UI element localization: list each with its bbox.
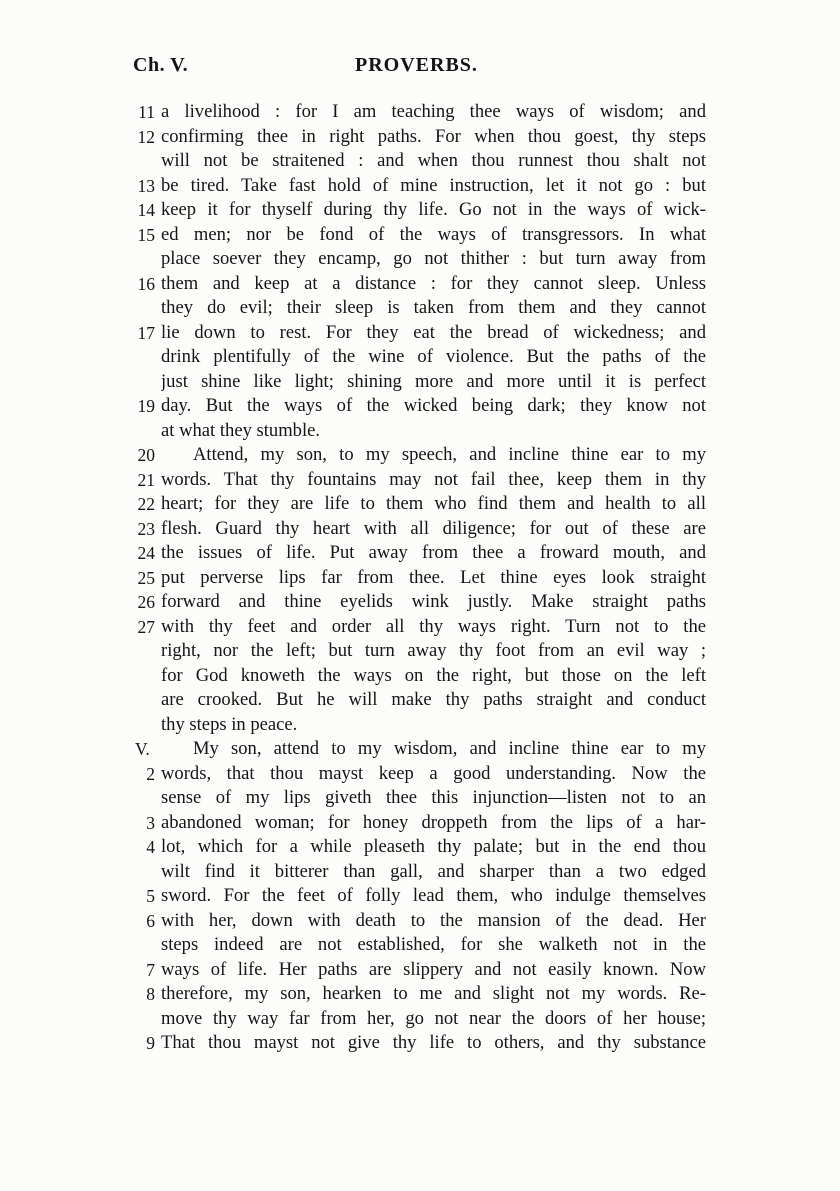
verse-number: 26 <box>137 592 155 612</box>
text-line <box>131 811 706 836</box>
line-text: with thy feet and order all thy ways right. Turn not to the <box>161 615 706 637</box>
line-text: put perverse lips far from thee. Let thine eyes look straight <box>161 566 706 588</box>
line-text: heart; for they are life to them who find them and health to all <box>161 493 706 514</box>
verse-number: 15 <box>137 224 155 245</box>
verse-number: 25 <box>137 567 155 588</box>
text-line <box>131 296 706 321</box>
running-header <box>133 54 703 84</box>
chapter-label: Ch. V. <box>133 54 189 76</box>
verse-number: 20 <box>137 445 155 465</box>
line-text: sword. For the feet of folly lead them, who indulge themselves <box>161 885 706 906</box>
text-line <box>131 664 706 689</box>
text-line <box>131 370 706 395</box>
line-text: at what they stumble. <box>161 419 321 441</box>
text-line <box>131 566 706 591</box>
line-text: the issues of life. Put away from thee a froward mouth, and <box>161 542 706 563</box>
verse-number: 8 <box>146 984 155 1004</box>
text-line <box>131 884 706 909</box>
text-line <box>131 125 706 150</box>
line-text: lie down to rest. For they eat the bread of wickedness; and <box>161 321 706 343</box>
text-line <box>131 419 706 444</box>
text-line <box>131 590 706 615</box>
line-text: thy steps in peace. <box>161 713 298 735</box>
line-text: will not be straitened : and when thou runnest thou shalt not <box>161 150 706 171</box>
text-line <box>131 272 706 297</box>
text-line <box>131 443 706 468</box>
verse-number: 4 <box>146 837 155 857</box>
line-text: day. But the ways of the wicked being dark; they know not <box>161 395 706 416</box>
text-line <box>131 345 706 370</box>
line-text: abandoned woman; for honey droppeth from the lips of a har- <box>161 811 706 833</box>
line-text: forward and thine eyelids wink justly. Make straight paths <box>161 591 706 612</box>
line-text: move thy way far from her, go not near the doors of her house; <box>161 1007 706 1029</box>
line-text: right, nor the left; but turn away thy foot from an evil way ; <box>161 640 706 661</box>
chapter-number: V. <box>135 739 150 759</box>
text-line <box>131 615 706 640</box>
text-line <box>131 247 706 272</box>
verse-number: 9 <box>146 1033 155 1053</box>
line-text: just shine like light; shining more and more until it is perfect <box>161 370 706 392</box>
verse-number: 11 <box>138 102 155 122</box>
text-line <box>131 835 706 860</box>
line-text: wilt find it bitterer than gall, and sharper than a two edged <box>161 860 706 882</box>
line-text: drink plentifully of the wine of violence. But the paths of the <box>161 346 706 367</box>
line-text: with her, down with death to the mansion of the dead. Her <box>161 909 706 931</box>
text-line <box>131 394 706 419</box>
text-line <box>131 517 706 542</box>
verse-number: 22 <box>137 494 155 514</box>
line-text: words, that thou mayst keep a good understanding. Now the <box>161 762 706 784</box>
text-line <box>131 762 706 787</box>
text-line <box>131 468 706 493</box>
text-line <box>131 786 706 811</box>
line-text: are crooked. But he will make thy paths straight and conduct <box>161 689 706 710</box>
verse-number: 14 <box>137 200 155 220</box>
text-line <box>131 149 706 174</box>
text-line <box>131 933 706 958</box>
text-line <box>131 492 706 517</box>
line-text: Attend, my son, to my speech, and incline thine ear to my <box>193 444 706 465</box>
text-line <box>131 958 706 983</box>
text-line <box>131 982 706 1007</box>
line-text: ed men; nor be fond of the ways of transgressors. In what <box>161 223 706 245</box>
verse-number: 12 <box>137 126 155 147</box>
text-line <box>131 198 706 223</box>
line-text: steps indeed are not established, for she walketh not in the <box>161 934 706 955</box>
verse-number: 2 <box>146 763 155 784</box>
text-line <box>131 1031 706 1056</box>
verse-number: 23 <box>137 518 155 539</box>
verse-number: 27 <box>137 616 155 637</box>
verse-number: 16 <box>137 273 155 294</box>
verse-number: 19 <box>137 396 155 416</box>
verse-number: 13 <box>137 175 155 196</box>
text-line <box>131 100 706 125</box>
text-line <box>131 174 706 199</box>
text-line <box>131 860 706 885</box>
text-line <box>131 639 706 664</box>
line-text: keep it for thyself during thy life. Go not in the ways of wick- <box>161 199 706 220</box>
text-line <box>131 1007 706 1032</box>
book-title: PROVERBS. <box>355 54 478 76</box>
text-line <box>131 909 706 934</box>
verse-number: 7 <box>146 959 155 980</box>
line-text: confirming thee in right paths. For when thou goest, thy steps <box>161 125 706 147</box>
line-text: sense of my lips giveth thee this injunction—listen not to an <box>161 787 706 808</box>
text-line <box>131 321 706 346</box>
line-text: be tired. Take fast hold of mine instruction, let it not go : but <box>161 174 706 196</box>
line-text: them and keep at a distance : for they cannot sleep. Unless <box>161 272 706 294</box>
text-line <box>131 223 706 248</box>
line-text: they do evil; their sleep is taken from them and they cannot <box>161 297 706 318</box>
verse-number: 24 <box>137 543 155 563</box>
line-text: My son, attend to my wisdom, and incline thine ear to my <box>193 738 706 759</box>
line-text: place soever they encamp, go not thither : but turn away from <box>161 248 706 269</box>
verse-number: 6 <box>146 910 155 931</box>
text-line <box>131 713 706 738</box>
line-text: for God knoweth the ways on the right, but those on the left <box>161 664 706 686</box>
text-line <box>131 688 706 713</box>
body-text <box>131 100 706 1056</box>
text-line <box>131 737 706 762</box>
verse-number: 21 <box>137 469 155 490</box>
line-text: flesh. Guard thy heart with all diligence; for out of these are <box>161 517 706 539</box>
verse-number: 5 <box>146 886 155 906</box>
text-line <box>131 541 706 566</box>
line-text: therefore, my son, hearken to me and slight not my words. Re- <box>161 983 706 1004</box>
line-text: That thou mayst not give thy life to others, and thy substance <box>161 1032 706 1053</box>
line-text: ways of life. Her paths are slippery and not easily known. Now <box>161 958 706 980</box>
line-text: a livelihood : for I am teaching thee ways of wisdom; and <box>161 101 706 122</box>
line-text: words. That thy fountains may not fail thee, keep them in thy <box>161 468 706 490</box>
line-text: lot, which for a while pleaseth thy palate; but in the end thou <box>161 836 706 857</box>
verse-number: 17 <box>137 322 155 343</box>
verse-number: 3 <box>146 812 155 833</box>
